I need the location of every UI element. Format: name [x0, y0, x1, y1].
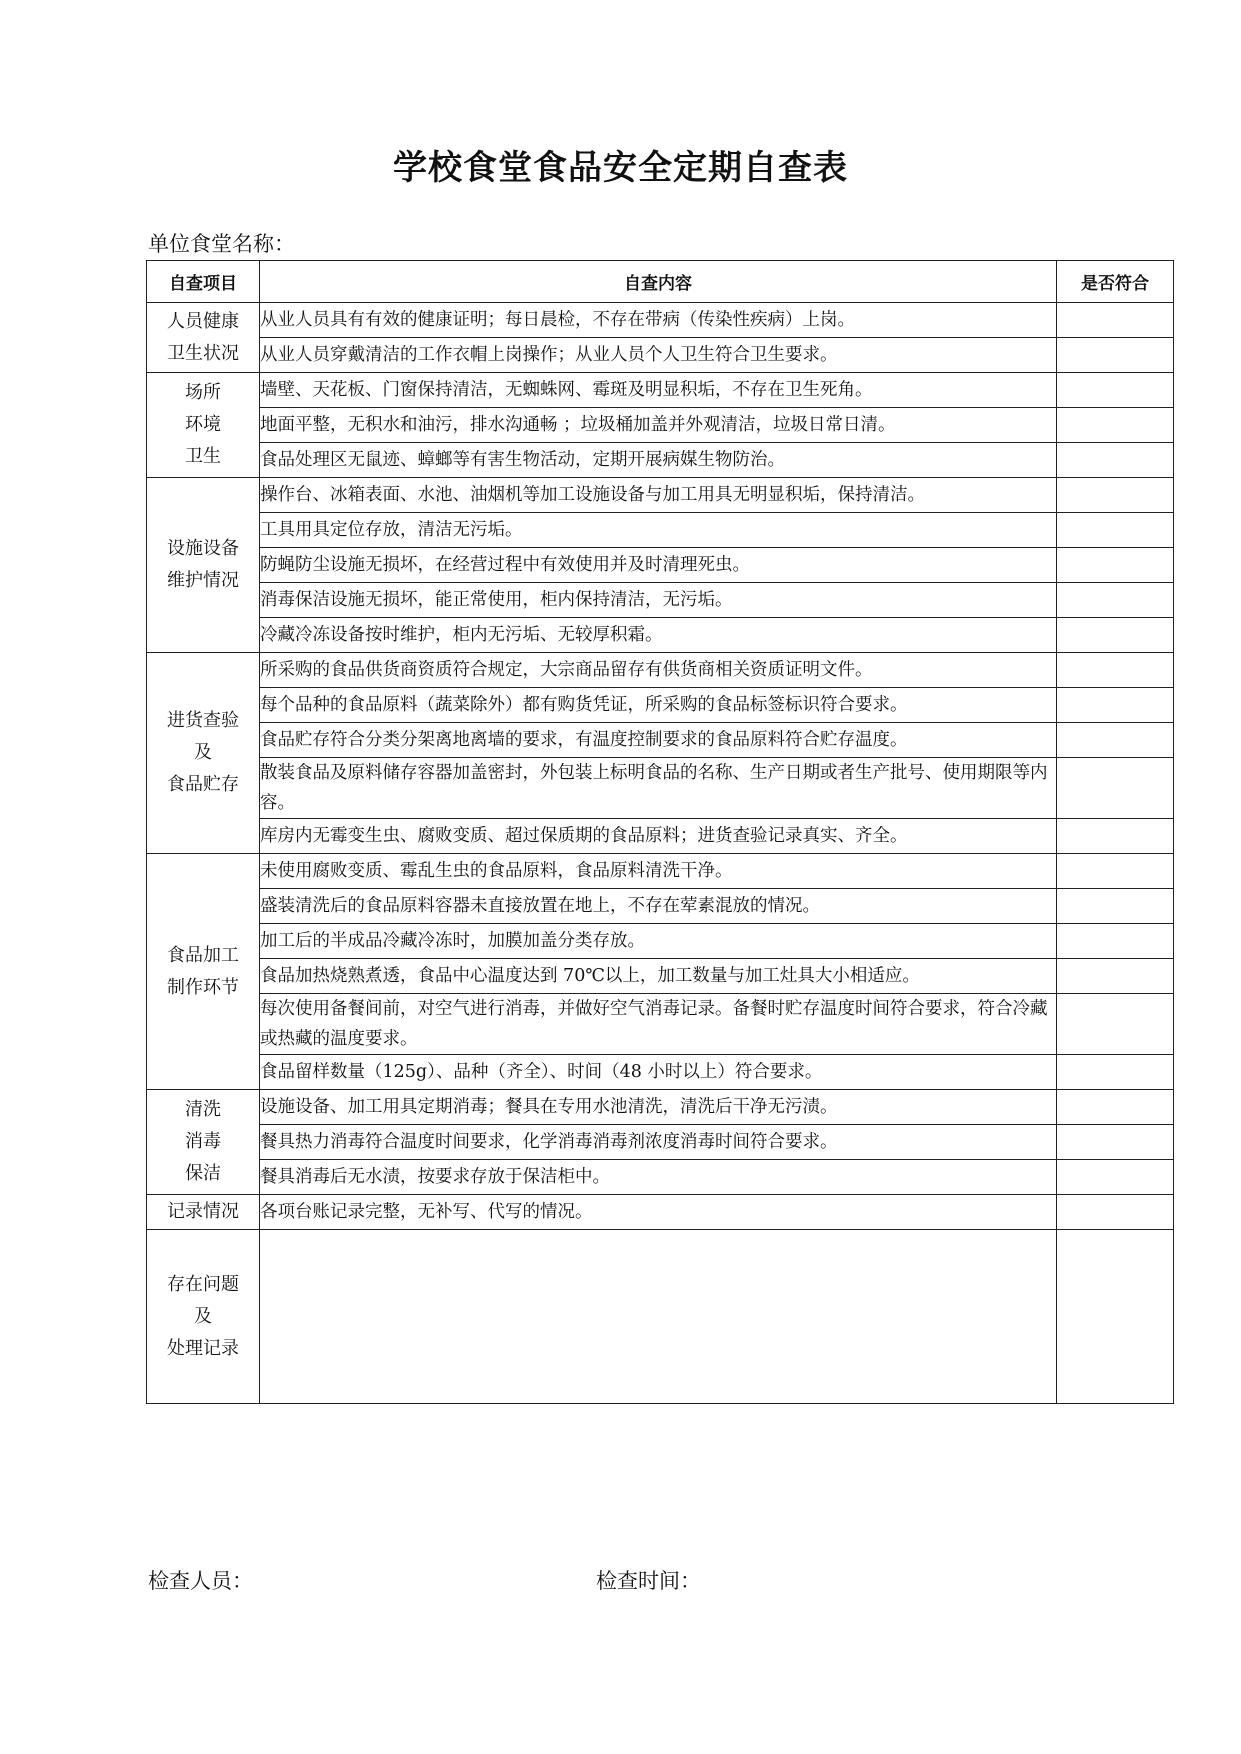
- conform-cell[interactable]: [1057, 924, 1174, 959]
- check-content: 消毒保洁设施无损坏，能正常使用，柜内保持清洁，无污垢。: [260, 583, 1057, 618]
- conform-cell[interactable]: [1057, 618, 1174, 653]
- conform-cell[interactable]: [1057, 653, 1174, 688]
- table-row: [147, 723, 1174, 758]
- category-records: 记录情况: [147, 1195, 260, 1230]
- conform-cell[interactable]: [1057, 303, 1174, 338]
- table-row: [147, 1160, 1174, 1195]
- canteen-name-label: 单位食堂名称：: [148, 232, 295, 256]
- conform-cell[interactable]: [1057, 1055, 1174, 1090]
- table-row: [147, 583, 1174, 618]
- page-title: 学校食堂食品安全定期自查表: [393, 148, 848, 188]
- table-row: [147, 1090, 1174, 1125]
- table-row: [147, 513, 1174, 548]
- problems-record-field[interactable]: [260, 1230, 1057, 1404]
- conform-cell[interactable]: [1057, 819, 1174, 854]
- problems-row: [147, 1230, 1174, 1404]
- self-check-table: [146, 260, 1174, 1404]
- check-content: 从业人员穿戴清洁的工作衣帽上岗操作；从业人员个人卫生符合卫生要求。: [260, 338, 1057, 373]
- conform-cell[interactable]: [1057, 1090, 1174, 1125]
- conform-cell[interactable]: [1057, 688, 1174, 723]
- inspection-time-label: 检查时间：: [596, 1569, 701, 1593]
- check-content: 未使用腐败变质、霉乱生虫的食品原料，食品原料清洗干净。: [260, 854, 1057, 889]
- conform-cell[interactable]: [1057, 548, 1174, 583]
- table-row: [147, 889, 1174, 924]
- table-row: [147, 1125, 1174, 1160]
- table-row: [147, 819, 1174, 854]
- check-content: 所采购的食品供货商资质符合规定，大宗商品留存有供货商相关资质证明文件。: [260, 653, 1057, 688]
- table-row: [147, 1055, 1174, 1090]
- check-content: 盛装清洗后的食品原料容器未直接放置在地上，不存在荤素混放的情况。: [260, 889, 1057, 924]
- category-processing: 食品加工 制作环节: [147, 854, 260, 1090]
- conform-cell[interactable]: [1057, 443, 1174, 478]
- table-row: [147, 688, 1174, 723]
- category-purchase-storage: 进货查验 及 食品贮存: [147, 653, 260, 854]
- table-row: [147, 338, 1174, 373]
- conform-cell[interactable]: [1057, 478, 1174, 513]
- category-problems: 存在问题 及 处理记录: [147, 1230, 260, 1404]
- header-content: 自查内容: [260, 261, 1057, 303]
- conform-cell[interactable]: [1057, 959, 1174, 994]
- check-content: 设施设备、加工用具定期消毒；餐具在专用水池清洗，清洗后干净无污渍。: [260, 1090, 1057, 1125]
- conform-cell[interactable]: [1057, 338, 1174, 373]
- check-content: 食品留样数量（125g）、品种（齐全）、时间（48 小时以上）符合要求。: [260, 1055, 1057, 1090]
- conform-cell[interactable]: [1057, 994, 1174, 1055]
- check-content: 从业人员具有有效的健康证明；每日晨检，不存在带病（传染性疾病）上岗。: [260, 303, 1057, 338]
- conform-cell[interactable]: [1057, 1160, 1174, 1195]
- check-content: 每个品种的食品原料（蔬菜除外）都有购货凭证，所采购的食品标签标识符合要求。: [260, 688, 1057, 723]
- table-row: [147, 618, 1174, 653]
- check-content: 每次使用备餐间前，对空气进行消毒，并做好空气消毒记录。备餐时贮存温度时间符合要求，符合冷藏或热藏的温度要求。: [260, 994, 1057, 1055]
- table-row: [147, 478, 1174, 513]
- table-row: [147, 443, 1174, 478]
- conform-cell[interactable]: [1057, 1230, 1174, 1404]
- inspector-label: 检查人员：: [148, 1569, 253, 1593]
- conform-cell[interactable]: [1057, 889, 1174, 924]
- check-content: 散装食品及原料储存容器加盖密封，外包装上标明食品的名称、生产日期或者生产批号、使用期限等内容。: [260, 758, 1057, 819]
- check-content: 冷藏冷冻设备按时维护，柜内无污垢、无较厚积霜。: [260, 618, 1057, 653]
- table-row: [147, 758, 1174, 819]
- check-content: 食品贮存符合分类分架离地离墙的要求，有温度控制要求的食品原料符合贮存温度。: [260, 723, 1057, 758]
- check-content: 库房内无霉变生虫、腐败变质、超过保质期的食品原料；进货查验记录真实、齐全。: [260, 819, 1057, 854]
- conform-cell[interactable]: [1057, 1195, 1174, 1230]
- check-content: 餐具消毒后无水渍，按要求存放于保洁柜中。: [260, 1160, 1057, 1195]
- table-row: [147, 408, 1174, 443]
- conform-cell[interactable]: [1057, 373, 1174, 408]
- conform-cell[interactable]: [1057, 723, 1174, 758]
- table-row: [147, 1195, 1174, 1230]
- table-row: [147, 548, 1174, 583]
- header-conform: 是否符合: [1057, 261, 1174, 303]
- conform-cell[interactable]: [1057, 758, 1174, 819]
- conform-cell[interactable]: [1057, 583, 1174, 618]
- table-row: [147, 373, 1174, 408]
- header-item: 自查项目: [147, 261, 260, 303]
- table-row: [147, 959, 1174, 994]
- conform-cell[interactable]: [1057, 513, 1174, 548]
- check-content: 食品加热烧熟煮透，食品中心温度达到 70℃以上，加工数量与加工灶具大小相适应。: [260, 959, 1057, 994]
- category-environment: 场所 环境 卫生: [147, 373, 260, 478]
- table-row: [147, 924, 1174, 959]
- check-content: 食品处理区无鼠迹、蟑螂等有害生物活动，定期开展病媒生物防治。: [260, 443, 1057, 478]
- check-content: 工具用具定位存放，清洁无污垢。: [260, 513, 1057, 548]
- check-content: 餐具热力消毒符合温度时间要求，化学消毒消毒剂浓度消毒时间符合要求。: [260, 1125, 1057, 1160]
- check-content: 墙壁、天花板、门窗保持清洁，无蜘蛛网、霉斑及明显积垢，不存在卫生死角。: [260, 373, 1057, 408]
- table-row: [147, 854, 1174, 889]
- check-content: 防蝇防尘设施无损坏，在经营过程中有效使用并及时清理死虫。: [260, 548, 1057, 583]
- category-facilities: 设施设备 维护情况: [147, 478, 260, 653]
- category-personnel-health: 人员健康 卫生状况: [147, 303, 260, 373]
- conform-cell[interactable]: [1057, 408, 1174, 443]
- conform-cell[interactable]: [1057, 1125, 1174, 1160]
- table-row: [147, 653, 1174, 688]
- table-row: [147, 994, 1174, 1055]
- table-header-row: [147, 261, 1174, 303]
- check-content: 加工后的半成品冷藏冷冻时，加膜加盖分类存放。: [260, 924, 1057, 959]
- conform-cell[interactable]: [1057, 854, 1174, 889]
- check-content: 地面平整，无积水和油污，排水沟通畅 ；垃圾桶加盖并外观清洁，垃圾日常日清。: [260, 408, 1057, 443]
- table-row: [147, 303, 1174, 338]
- category-cleaning: 清洗 消毒 保洁: [147, 1090, 260, 1195]
- check-content: 操作台、冰箱表面、水池、油烟机等加工设施设备与加工用具无明显积垢，保持清洁。: [260, 478, 1057, 513]
- check-content: 各项台账记录完整，无补写、代写的情况。: [260, 1195, 1057, 1230]
